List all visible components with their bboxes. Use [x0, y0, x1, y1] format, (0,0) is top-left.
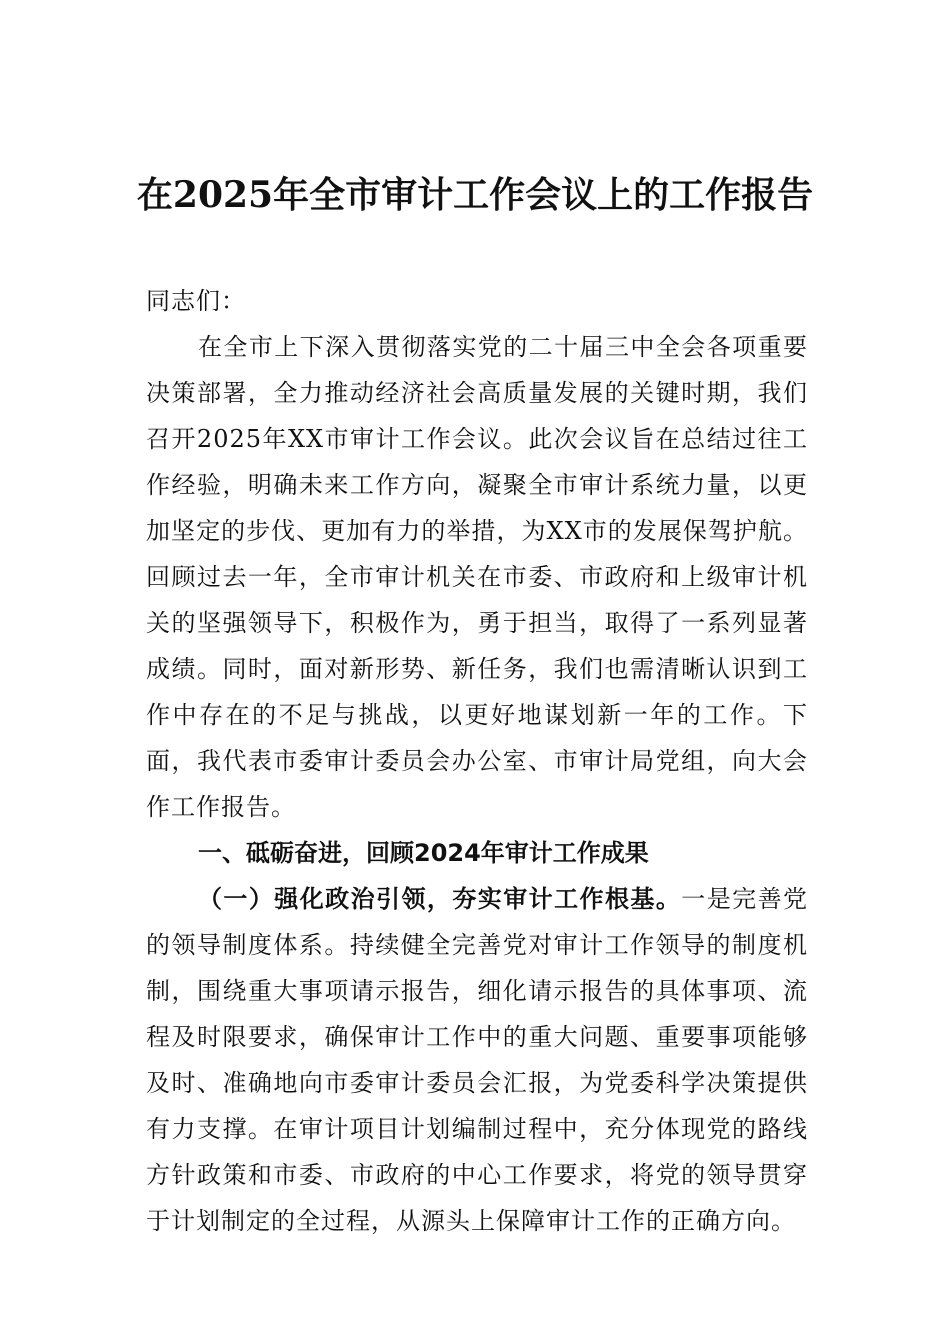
document-body: [146, 278, 808, 1244]
salutation: 同志们：: [146, 287, 246, 315]
document-title: 在2025年全市审计工作会议上的工作报告: [136, 174, 814, 216]
section-heading-1: 一、砥砺奋进，回顾2024年审计工作成果: [198, 839, 649, 867]
intro-paragraph: 在全市上下深入贯彻落实党的二十届三中全会各项重要决策部署，全力推动经济社会高质量发展的关键时期，我们召开2025年XX市审计工作会议。此次会议旨在总结过往工作经验，明确未来工作方向，凝聚全市审计系统力量，以更加坚定的步伐、更加有力的举措，为XX市的发展保驾护航。回顾过去一年，全市审计机关在市委、市政府和上级审计机关的坚强领导下，积极作为，勇于担当，取得了一系列显著成绩。同时，面对新形势、新任务，我们也需清晰认识到工作中存在的不足与挑战，以更好地谋划新一年的工作。下面，我代表市委审计委员会办公室、市审计局党组，向大会作工作报告。: [146, 333, 808, 821]
subsection-body-1: 一是完善党的领导制度体系。持续健全完善党对审计工作领导的制度机制，围绕重大事项请示报告，细化请示报告的具体事项、流程及时限要求，确保审计工作中的重大问题、重要事项能够及时、准确地向市委审计委员会汇报，为党委科学决策提供有力支撑。在审计项目计划编制过程中，充分体现党的路线方针政策和市委、市政府的中心工作要求，将党的领导贯穿于计划制定的全过程，从源头上保障审计工作的正确方向。: [146, 885, 809, 1235]
subsection-heading-1: （一）强化政治引领，夯实审计工作根基。: [198, 884, 682, 913]
subsection-paragraph-1: [146, 876, 808, 1244]
